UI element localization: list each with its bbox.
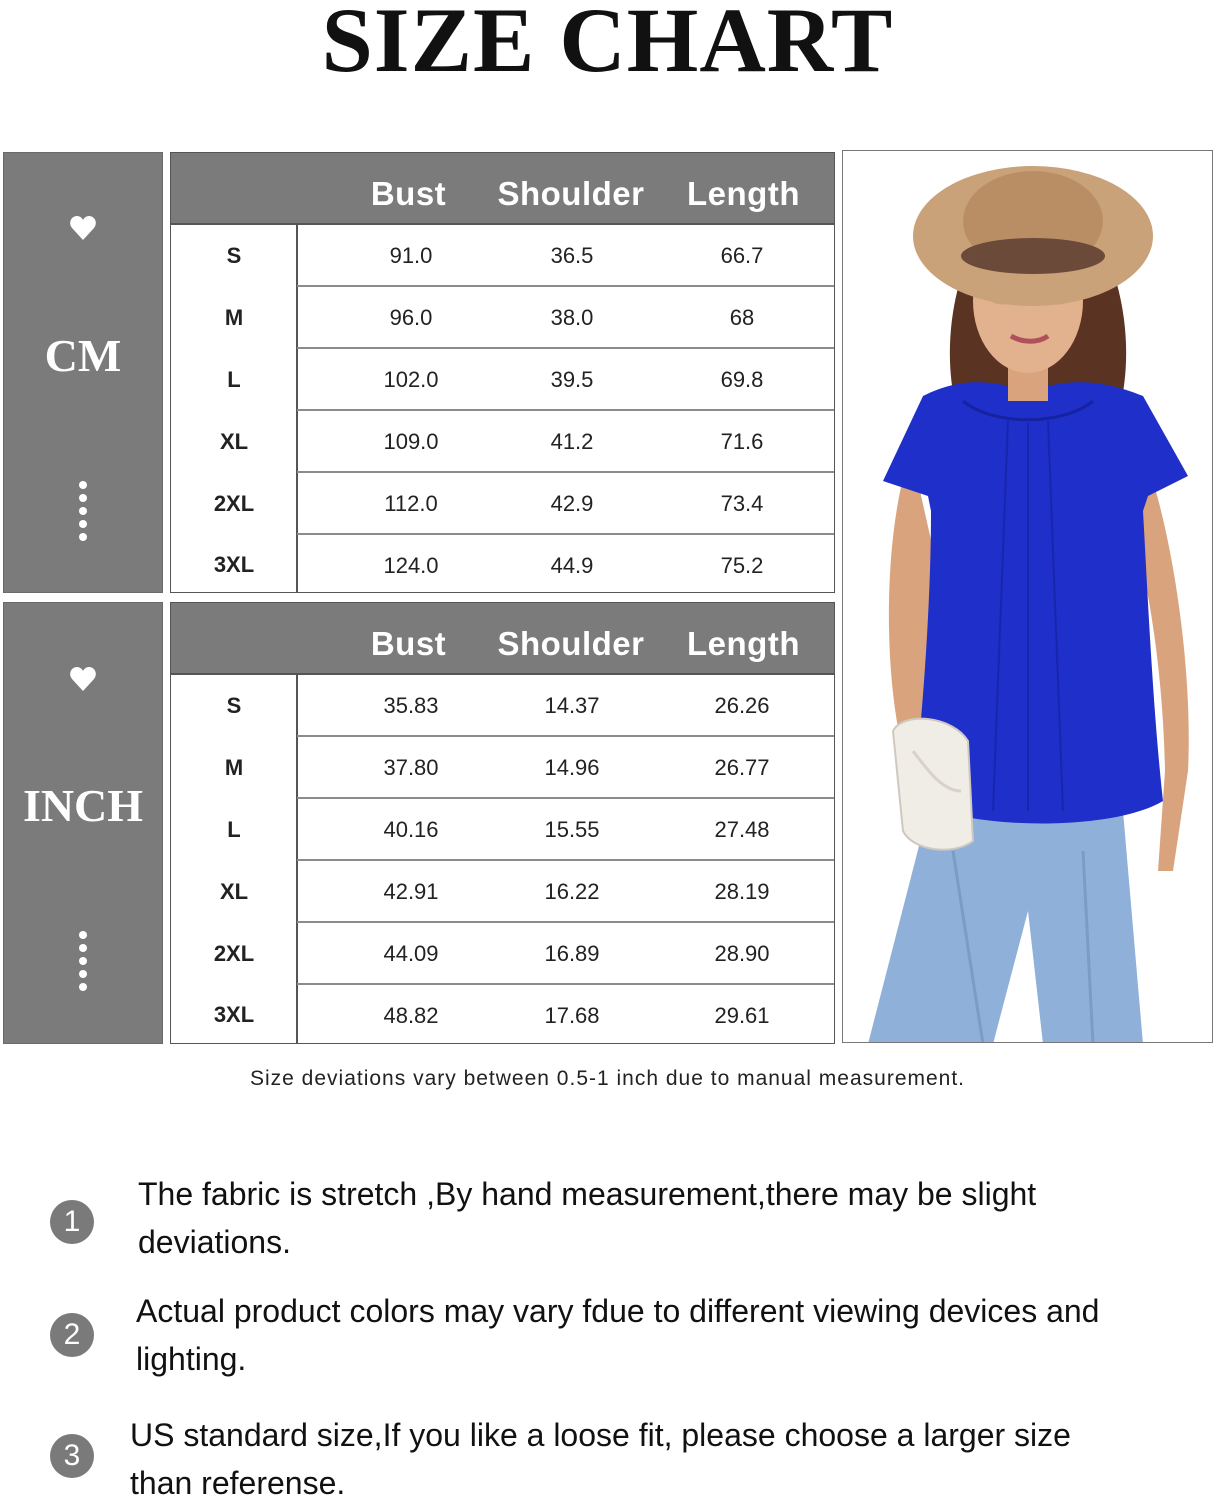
table-row (171, 535, 834, 592)
bust-value: 40.16 (383, 817, 439, 842)
size-label: M (224, 755, 244, 780)
shoulder-value: 14.37 (544, 693, 600, 718)
shoulder-value: 41.2 (550, 429, 594, 454)
size-label: 3XL (213, 1002, 255, 1027)
length-value: 29.61 (714, 1003, 770, 1028)
size-label: 2XL (213, 491, 255, 516)
column-header-bust: Bust (370, 625, 447, 662)
size-label: S (226, 693, 242, 718)
inch-unit-label: INCH (22, 780, 144, 831)
inch-table-header (171, 603, 834, 675)
inch-size-table (170, 602, 835, 1044)
cm-unit-panel (3, 152, 163, 593)
bust-value: 37.80 (383, 755, 439, 780)
heart-icon (4, 215, 162, 246)
length-value: 75.2 (720, 553, 764, 578)
table-row (171, 737, 834, 799)
cm-unit-label: CM (44, 330, 122, 381)
size-label: M (224, 305, 244, 330)
shoulder-value: 42.9 (550, 491, 594, 516)
length-value: 71.6 (720, 429, 764, 454)
length-value: 69.8 (720, 367, 764, 392)
table-row (171, 349, 834, 411)
column-header-length: Length (687, 175, 800, 212)
size-label: 3XL (213, 552, 255, 577)
cm-table-header (171, 153, 834, 225)
column-header-length: Length (687, 625, 800, 662)
size-label: XL (219, 879, 249, 904)
column-header-shoulder: Shoulder (497, 625, 645, 662)
bust-value: 35.83 (383, 693, 439, 718)
inch-unit-panel (3, 602, 163, 1044)
shoulder-value: 17.68 (544, 1003, 600, 1028)
length-value: 68 (729, 305, 755, 330)
shoulder-value: 38.0 (550, 305, 594, 330)
table-row (171, 923, 834, 985)
table-row (171, 225, 834, 287)
size-label: L (227, 367, 241, 392)
bust-value: 109.0 (383, 429, 439, 454)
table-row (171, 985, 834, 1042)
tip-number-badge: 1 (50, 1200, 94, 1244)
length-value: 66.7 (720, 243, 764, 268)
shoulder-value: 36.5 (550, 243, 594, 268)
bust-value: 91.0 (389, 243, 433, 268)
bust-value: 124.0 (383, 553, 439, 578)
shoulder-value: 15.55 (544, 817, 600, 842)
size-label: XL (219, 429, 249, 454)
model-photo (842, 150, 1213, 1043)
length-value: 26.77 (714, 755, 770, 780)
shoulder-value: 16.89 (544, 941, 600, 966)
size-label: 2XL (213, 941, 255, 966)
tip-number-badge: 3 (50, 1434, 94, 1478)
bust-value: 102.0 (383, 367, 439, 392)
length-value: 28.19 (714, 879, 770, 904)
table-row (171, 799, 834, 861)
table-row (171, 411, 834, 473)
heart-icon (4, 666, 162, 697)
size-label: S (226, 243, 242, 268)
tip-text: Actual product colors may vary fdue to different viewing devices and lighting. (136, 1293, 1100, 1377)
bust-value: 44.09 (383, 941, 439, 966)
shoulder-value: 44.9 (550, 553, 594, 578)
table-row (171, 473, 834, 535)
dots-decoration (79, 481, 89, 546)
tip-text: US standard size,If you like a loose fit, please choose a larger size than referense. (130, 1417, 1071, 1500)
length-value: 27.48 (714, 817, 770, 842)
shoulder-value: 14.96 (544, 755, 600, 780)
tip-number-badge: 2 (50, 1313, 94, 1357)
table-row (171, 287, 834, 349)
bust-value: 42.91 (383, 879, 439, 904)
column-header-bust: Bust (370, 175, 447, 212)
measurement-note: Size deviations vary between 0.5-1 inch due to manual measurement. (249, 1067, 966, 1090)
model-illustration (843, 151, 1213, 1043)
length-value: 26.26 (714, 693, 770, 718)
tip-text: The fabric is stretch ,By hand measurement,there may be slight deviations. (138, 1176, 1037, 1260)
length-value: 28.90 (714, 941, 770, 966)
size-label: L (227, 817, 241, 842)
bust-value: 96.0 (389, 305, 433, 330)
shoulder-value: 39.5 (550, 367, 594, 392)
column-header-shoulder: Shoulder (497, 175, 645, 212)
dots-decoration (79, 931, 89, 996)
cm-size-table (170, 152, 835, 593)
length-value: 73.4 (720, 491, 764, 516)
shoulder-value: 16.22 (544, 879, 600, 904)
table-row (171, 675, 834, 737)
size-chart-title: SIZE CHART (321, 0, 894, 91)
table-row (171, 861, 834, 923)
bust-value: 48.82 (383, 1003, 439, 1028)
bust-value: 112.0 (384, 491, 438, 516)
